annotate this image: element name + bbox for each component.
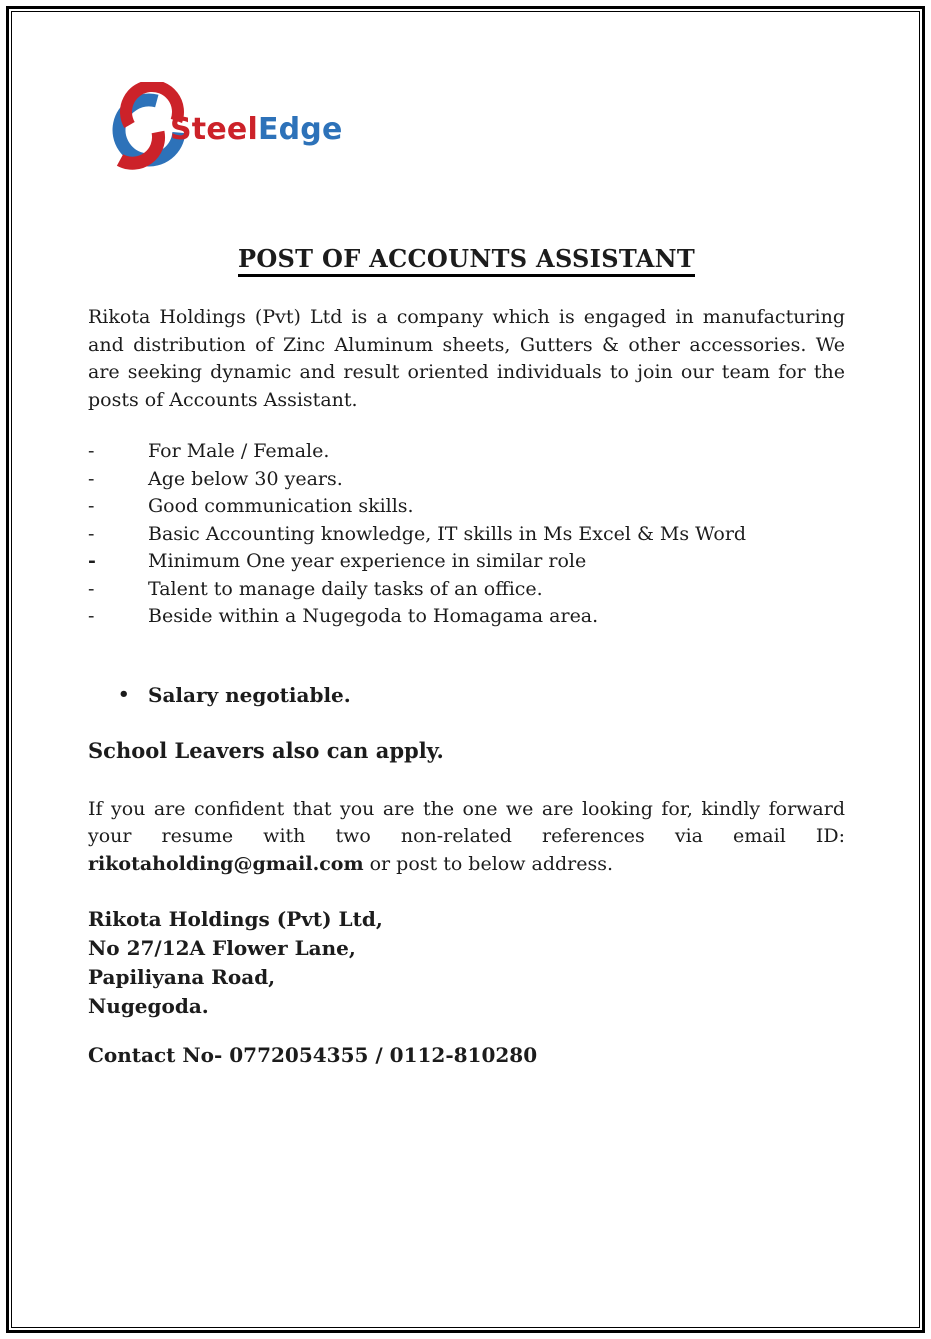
salary-text: Salary negotiable.: [148, 682, 351, 707]
closing-paragraph: [88, 796, 845, 879]
requirements-list: [88, 438, 845, 631]
requirement-item: [88, 466, 845, 494]
address-line: No 27/12A Flower Lane,: [88, 936, 356, 960]
requirement-text: For Male / Female.: [148, 440, 330, 462]
steeledge-logo: [90, 82, 430, 182]
dash-bullet: -: [88, 440, 95, 462]
closing-text-after: or post to below address.: [363, 852, 614, 875]
requirement-item: [88, 521, 845, 549]
requirement-text: Basic Accounting knowledge, IT skills in Ms Excel & Ms Word: [148, 522, 747, 545]
page-border-inner: [11, 11, 920, 1328]
dash-bullet: -: [88, 577, 95, 600]
requirement-text: Age below 30 years.: [148, 467, 343, 490]
title-container: [88, 244, 845, 277]
requirement-text: Minimum One year experience in similar role: [148, 550, 587, 572]
contact-numbers: Contact No- 0772054355 / 0112-810280: [88, 1043, 538, 1067]
requirement-item: [88, 603, 845, 631]
closing-text-before: If you are confident that you are the one we are looking for, kindly forward your resume with two non-related references via email ID:: [88, 797, 845, 847]
requirement-item: [88, 438, 845, 466]
document-page: [6, 6, 925, 1333]
requirement-text: Good communication skills.: [148, 495, 414, 517]
address-line: Rikota Holdings (Pvt) Ltd,: [88, 907, 383, 931]
address-line: Nugegoda.: [88, 994, 209, 1018]
postal-address: [88, 905, 845, 1021]
dot-bullet-icon: •: [118, 683, 130, 705]
dash-bullet: -: [88, 522, 95, 545]
email-address: rikotaholding@gmail.com: [88, 852, 364, 875]
dash-bullet: -: [88, 550, 96, 572]
dash-bullet: -: [88, 495, 95, 517]
logo-text-steel: Steel: [170, 112, 258, 147]
requirement-item: [88, 493, 845, 521]
requirement-text: Beside within a Nugegoda to Homagama area.: [148, 605, 599, 627]
salary-note: [88, 681, 845, 709]
logo-text-edge: Edge: [257, 112, 343, 147]
dash-bullet: -: [88, 605, 95, 627]
page-title: POST OF ACCOUNTS ASSISTANT: [238, 244, 695, 277]
requirement-item: [88, 548, 845, 576]
requirement-text: Talent to manage daily tasks of an office.: [148, 577, 543, 600]
intro-paragraph: Rikota Holdings (Pvt) Ltd is a company which is engaged in manufacturing and distribution of Zinc Aluminum sheets, Gutters & other accessories. We are seeking dynamic and result oriented individuals to join our team for the posts of Accounts Assistant.: [88, 306, 845, 411]
address-line: Papiliyana Road,: [88, 965, 276, 989]
dash-bullet: -: [88, 467, 95, 490]
document-content: [12, 82, 919, 1069]
requirement-item: [88, 576, 845, 604]
school-leavers-note: School Leavers also can apply.: [88, 737, 444, 763]
logo-wordmark: [170, 112, 343, 147]
